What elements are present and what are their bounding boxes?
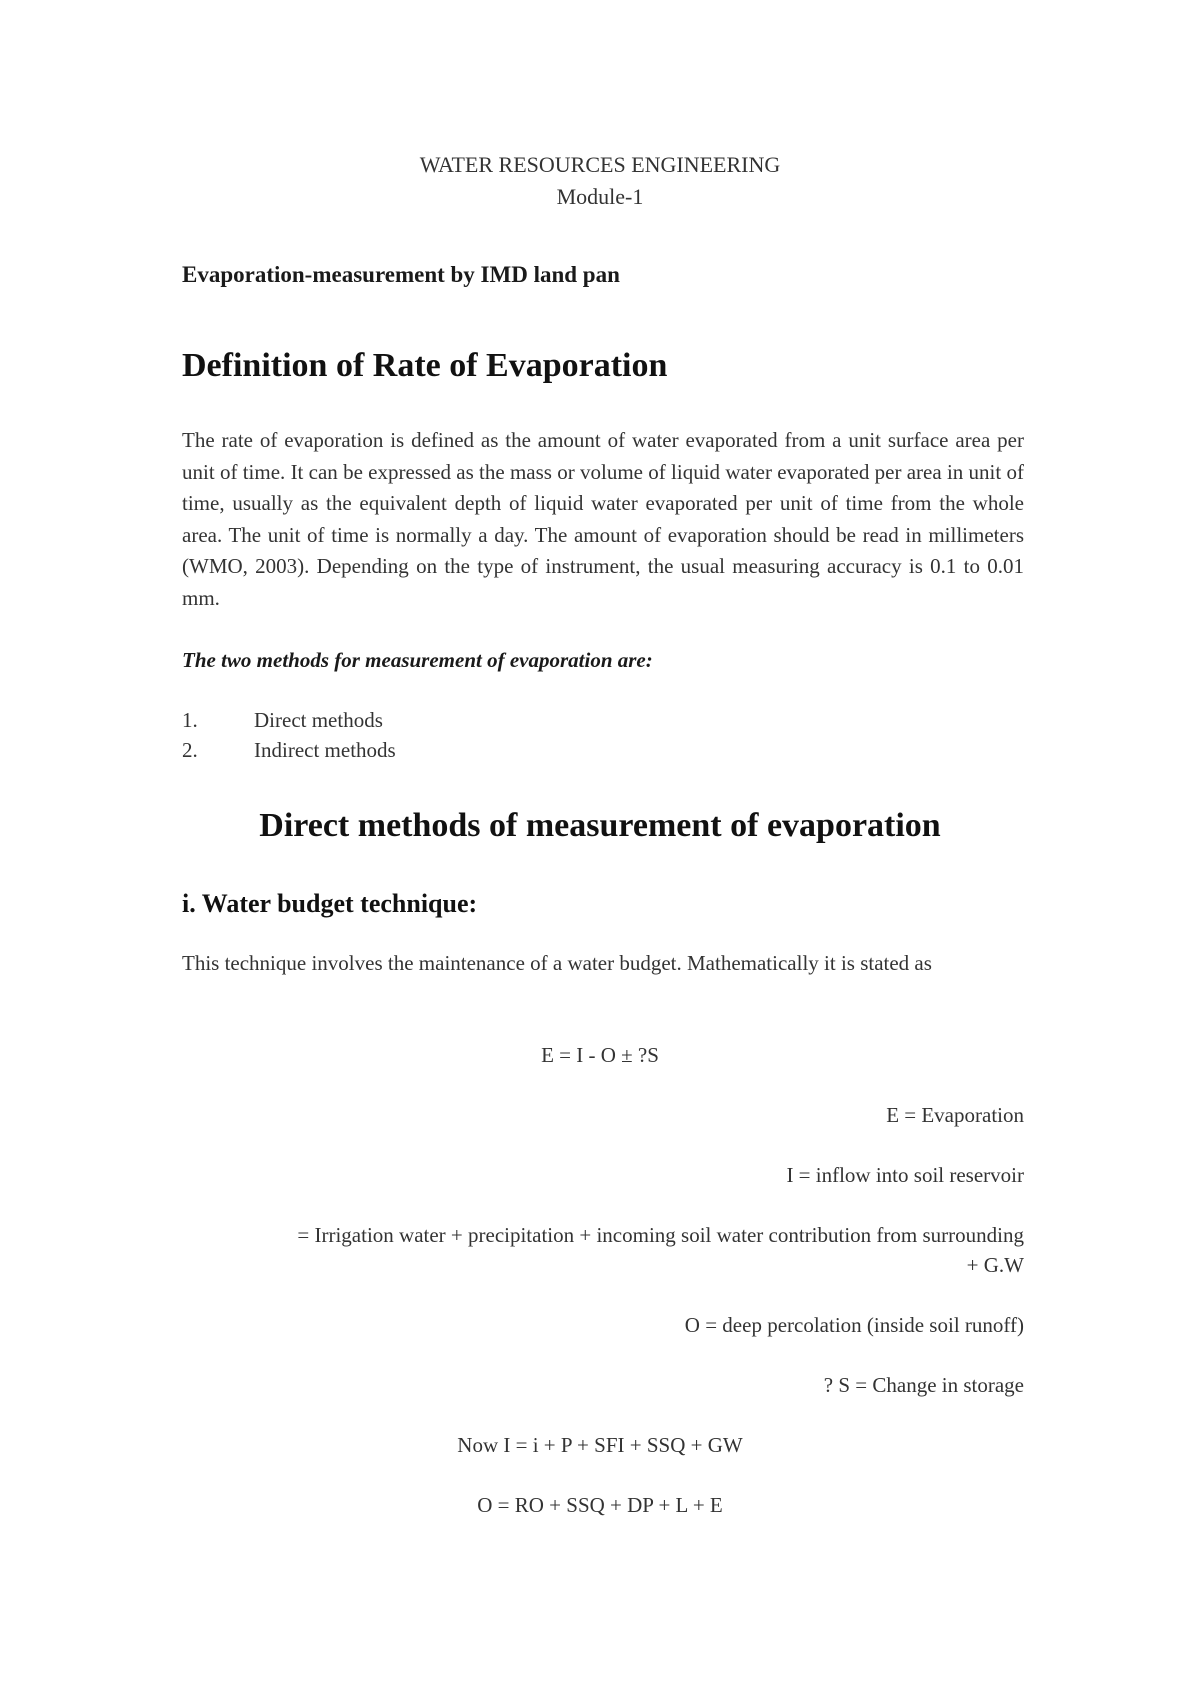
list-item xyxy=(182,705,383,735)
section-heading-direct-methods: Direct methods of measurement of evaporation xyxy=(259,807,941,844)
definition-e: E = Evaporation xyxy=(886,1103,1024,1127)
definition-o: O = deep percolation (inside soil runoff) xyxy=(684,1313,1024,1337)
definition-i-detail-continued: + G.W xyxy=(966,1253,1024,1277)
methods-intro: The two methods for measurement of evaporation are: xyxy=(182,648,653,672)
list-item xyxy=(182,735,396,765)
topic-title: Evaporation-measurement by IMD land pan xyxy=(182,262,620,287)
list-item-label: Direct methods xyxy=(254,708,383,732)
water-budget-equation: E = I - O ± ?S xyxy=(541,1043,659,1067)
definition-i-detail: = Irrigation water + precipitation + incoming soil water contribution from surrounding xyxy=(297,1223,1024,1247)
definition-paragraph: The rate of evaporation is defined as the amount of water evaporated from a unit surface area per unit of time. It can be expressed as the mass or volume of liquid water evaporated per area in unit of time, usually as the equivalent depth of liquid water evaporated per unit of time from the whole area. The unit of time is normally a day. The amount of evaporation should be read in millimeters (WMO, 2003). Depending on the type of instrument, the usual measuring accuracy is 0.1 to 0.01 mm. xyxy=(182,428,1024,610)
definition-i: I = inflow into soil reservoir xyxy=(786,1163,1024,1187)
list-item-number: 1. xyxy=(182,708,198,732)
water-budget-intro: This technique involves the maintenance of a water budget. Mathematically it is stated as xyxy=(182,951,932,975)
list-item-number: 2. xyxy=(182,738,198,762)
list-item-label: Indirect methods xyxy=(254,738,396,762)
course-title: WATER RESOURCES ENGINEERING xyxy=(419,152,781,177)
outflow-equation: O = RO + SSQ + DP + L + E xyxy=(477,1493,723,1517)
inflow-equation: Now I = i + P + SFI + SSQ + GW xyxy=(457,1433,743,1457)
subsection-heading-water-budget: i. Water budget technique: xyxy=(182,889,478,918)
definition-s: ? S = Change in storage xyxy=(823,1373,1024,1397)
section-heading-definition: Definition of Rate of Evaporation xyxy=(182,347,668,384)
module-label: Module-1 xyxy=(556,184,644,209)
